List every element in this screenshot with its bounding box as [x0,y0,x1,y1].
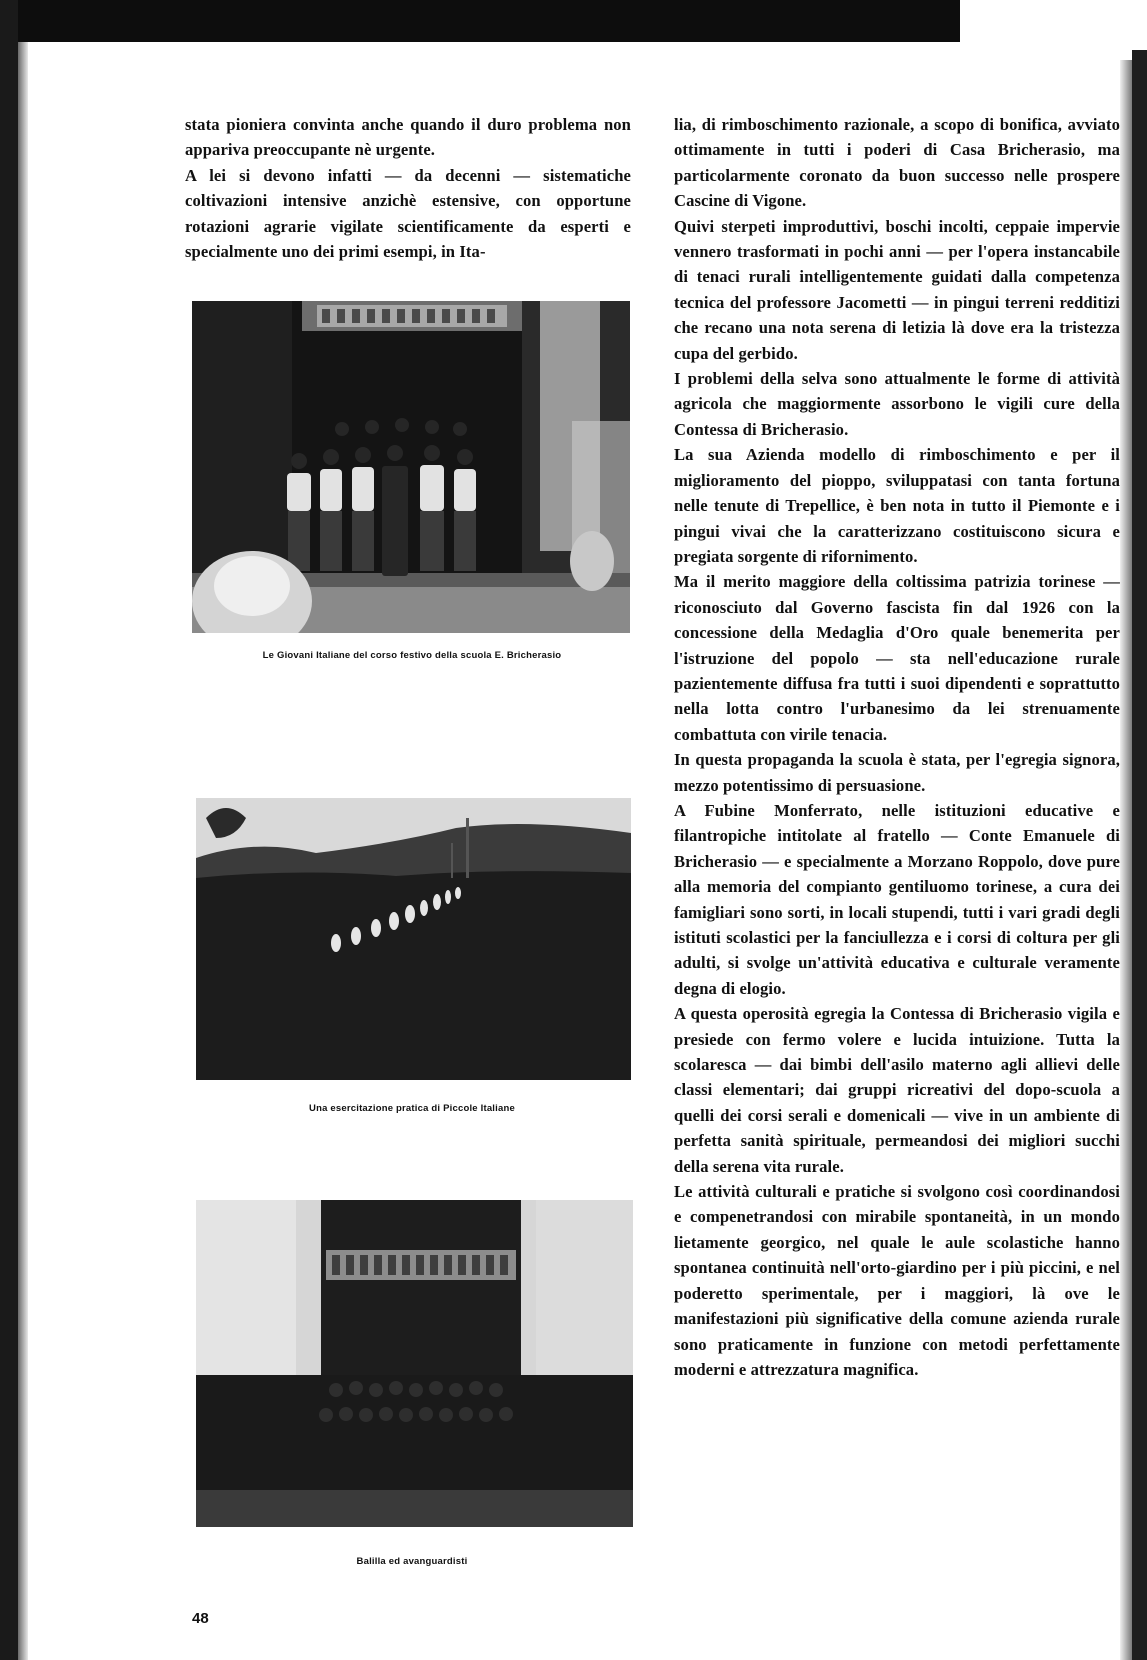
right-paragraph: A questa operosità egregia la Contessa di Bricherasio vigila e presiede con fermo volere e lucida intuizione. Tutta la scolaresca — dai bimbi dell'asilo materno agli allievi delle classi elementari; dai gruppi ricreativi del dopo-scuola a quelli dei corsi serali e domenicali — vive in un ambiente di perfetta sanità spirituale, permeandosi dei migliori succhi della serena vita rurale. [674,1004,1120,1176]
photo-caption: Le Giovani Italiane del corso festivo della scuola E. Bricherasio [262,650,562,661]
scan-shadow-right [1120,60,1132,1660]
scan-border-left [0,0,18,1660]
right-paragraph: A Fubine Monferrato, nelle istituzioni educative e filantropiche intitolate al fratello — Conte Emanuele di Bricherasio — e specialmente a Morzano Roppolo, dove pure alla memoria del compianto gentiluomo torinese, a cura dei famigliari sono sorti, in locali stupendi, tutti i vari gradi degli istituti scolastici per la fanciullezza e i corsi di coltura per gli adulti, si svolge un'attività educativa e culturale veramente degna di elogio. [674,800,1120,998]
right-paragraph: I problemi della selva sono attualmente le forme di attività agricola che maggiormente assorbono le vigili cure della Contessa di Bricherasio. [674,369,1120,439]
right-paragraph: Quivi sterpeti improduttivi, boschi incolti, ceppaie impervie vennero trasformati in pochi anni — per l'opera instancabile di tenaci rurali intelligentemente guidati dalla competenza tecnica del professore Jacometti — in pingui terreni redditizi che recano una nota serena di letizia là dove era la tristezza cupa del gerbido. [674,216,1120,363]
left-text-column [185,112,631,264]
photo-balilla [196,1200,633,1527]
right-paragraph: Le attività culturali e pratiche si svolgono così coordinandosi e compenetrandosi con mirabile spontaneità, in un mondo lietamente georgico, nel quale le aule scolastiche hanno spontanea continuità nell'orto-giardino per i più piccini, e nel poderetto sperimentale, per i maggiori, là ove le manifestazioni più significative della comune azienda rurale sono praticamente in funzione con metodi perfettamente moderni e attrezzatura magnifica. [674,1182,1120,1379]
right-paragraph: Ma il merito maggiore della coltissima patrizia torinese — riconosciuto dal Governo fascista fin dal 1926 con la concessione della Medaglia d'Oro quale benemerita per l'istruzione del popolo — sta nell'educazione rurale pazientemente diffusa fra tutti i suoi dipendenti e soprattutto nella lotta contro l'urbanesimo da lei strenuamente combattuta con virile tenacia. [674,572,1120,744]
scan-shadow-left [18,42,28,1660]
photo-piccole-italiane [196,798,631,1080]
scan-border-top [0,0,960,42]
right-text-column [674,112,1120,1382]
left-paragraph: A lei si devono infatti — da decenni — sistematiche coltivazioni intensive anzichè estensive, con opportune rotazioni agrarie vigilate scientificamente da esperti e specialmente uno dei primi esempi, in Ita- [185,165,631,262]
photo-caption: Balilla ed avanguardisti [356,1556,468,1567]
left-paragraph: stata pioniera convinta anche quando il duro problema non appariva preoccupante nè urgente. [185,115,631,160]
right-paragraph: In questa propaganda la scuola è stata, per l'egregia signora, mezzo potentissimo di persuasione. [674,750,1120,795]
scan-border-right [1132,50,1147,1660]
page-number: 48 [192,1610,209,1627]
photo-caption: Una esercitazione pratica di Piccole Italiane [309,1103,515,1114]
right-paragraph: lia, di rimboschimento razionale, a scopo di bonifica, avviato ottimamente in tutti i poderi di Casa Bricherasio, ma particolarmente coronato da buon successo nelle prospere Cascine di Vigone. [674,115,1120,211]
right-paragraph: La sua Azienda modello di rimboschimento e per il miglioramento del pioppo, sviluppatasi con tanta fortuna nelle tenute di Trepellice, è ben nota in tutto il Piemonte e i pingui vivai che la caratterizzano costituiscono sicura e pregiata sorgente di rifornimento. [674,445,1120,566]
photo-giovani-italiane [192,301,630,633]
